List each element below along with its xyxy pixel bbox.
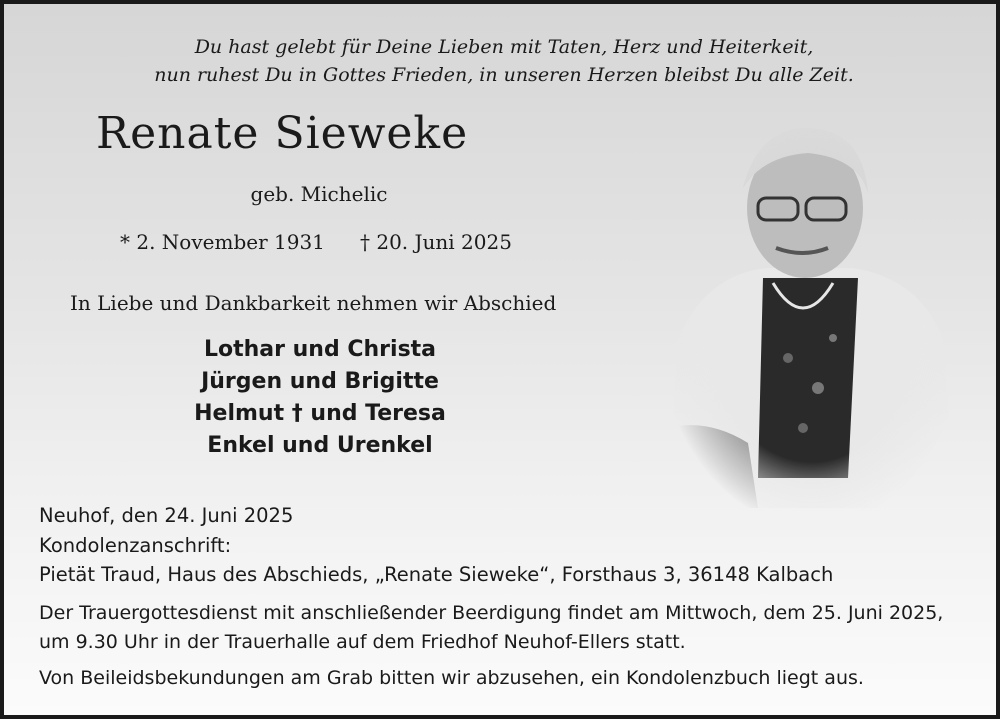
- family-member: Helmut † und Teresa: [194, 401, 446, 426]
- birth-date: * 2. November 1931: [120, 230, 325, 254]
- place-date: Neuhof, den 24. Juni 2025: [39, 504, 294, 527]
- service-line-2: um 9.30 Uhr in der Trauerhalle auf dem Friedhof Neuhof-Ellers statt.: [39, 631, 686, 653]
- portrait-photo: [668, 108, 956, 508]
- family-member: Lothar und Christa: [203, 337, 437, 362]
- farewell-text: In Liebe und Dankbarkeit nehmen wir Abschied: [70, 291, 557, 315]
- deceased-name: Renate Sieweke: [96, 108, 469, 159]
- address-label: Kondolenzanschrift:: [39, 534, 232, 557]
- family-member: Jürgen und Brigitte: [201, 369, 439, 394]
- death-date: † 20. Juni 2025: [360, 230, 512, 254]
- condolence-address: Pietät Traud, Haus des Abschieds, „Renate Sieweke“, Forsthaus 3, 36148 Kalbach: [39, 563, 834, 586]
- service-line-1: Der Trauergottesdienst mit anschließender Beerdigung findet am Mittwoch, dem 25. Juni 2025,: [39, 602, 944, 624]
- family-member: Enkel und Urenkel: [207, 433, 433, 458]
- motto-line-2: nun ruhest Du in Gottes Frieden, in unseren Herzen bleibst Du alle Zeit.: [154, 64, 854, 86]
- maiden-name: geb. Michelic: [250, 182, 388, 206]
- motto-line-1: Du hast gelebt für Deine Lieben mit Taten, Herz und Heiterkeit,: [194, 36, 814, 58]
- condolence-note: Von Beileidsbekundungen am Grab bitten wir abzusehen, ein Kondolenzbuch liegt aus.: [39, 667, 864, 689]
